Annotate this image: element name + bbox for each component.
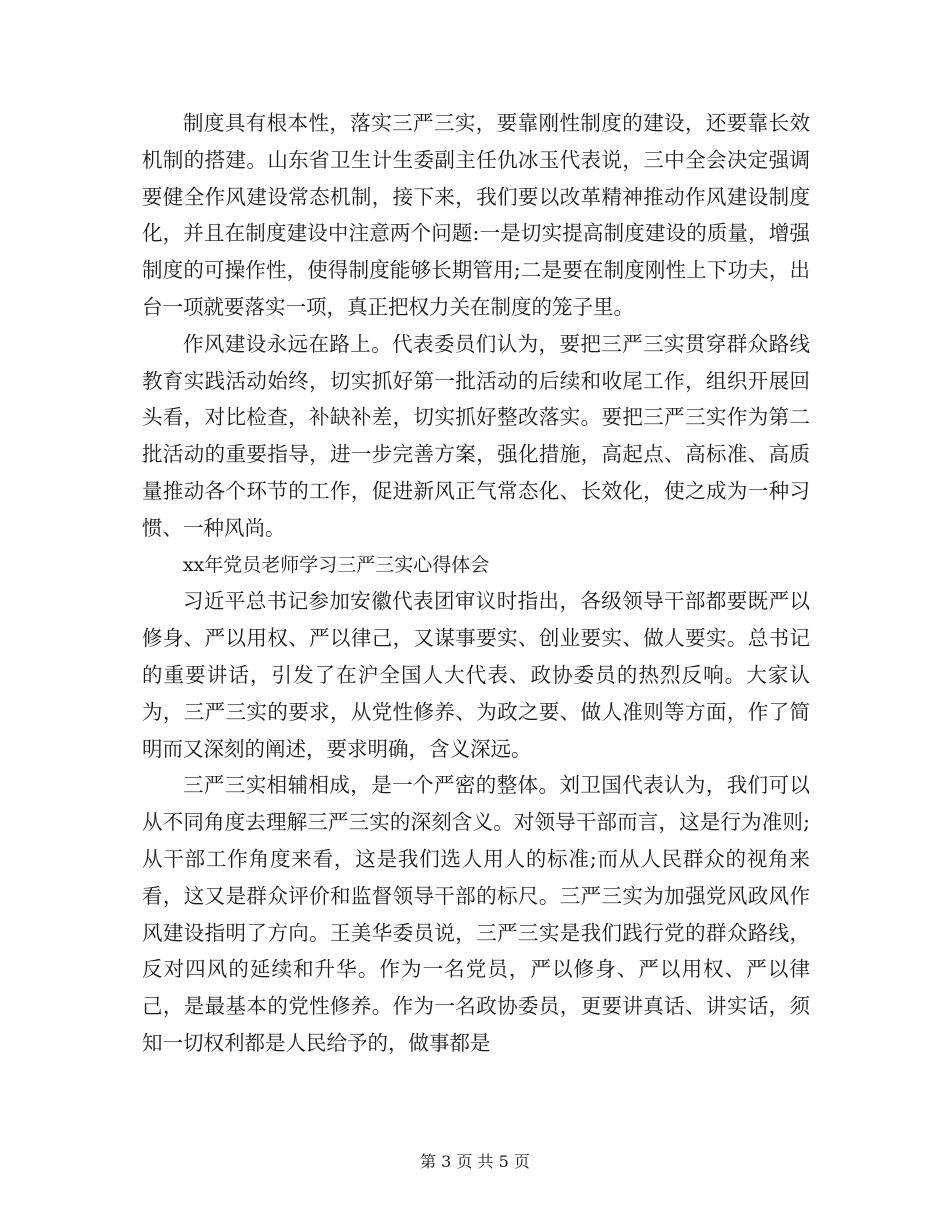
paragraph-3: 习近平总书记参加安徽代表团审议时指出，各级领导干部都要既严以修身、严以用权、严以律己，又谋事要实、创业要实、做人要实。总书记的重要讲话，引发了在沪全国人大代表、政协委员的热烈反响。大家认为，三严三实的要求，从党性修养、为政之要、做人准则等方面，作了简明而又深刻的阐述，要求明确，含义深远。 xyxy=(142,589,810,761)
paragraph-2: 作风建设永远在路上。代表委员们认为，要把三严三实贯穿群众路线教育实践活动始终，切实抓好第一批活动的后续和收尾工作，组织开展回头看，对比检查，补缺补差，切实抓好整改落实。要把三严三实作为第二批活动的重要指导，进一步完善方案，强化措施，高起点、高标准、高质量推动各个环节的工作，促进新风正气常态化、长效化，使之成为一种习惯、一种风尚。 xyxy=(142,331,810,540)
document-body xyxy=(142,105,810,1062)
page-number: 第 3 页 共 5 页 xyxy=(420,1152,530,1171)
paragraph-1: 制度具有根本性，落实三严三实，要靠刚性制度的建设，还要靠长效机制的搭建。山东省卫生计生委副主任仇冰玉代表说，三中全会决定强调要健全作风建设常态机制，接下来，我们要以改革精神推动作风建设制度化，并且在制度建设中注意两个问题:一是切实提高制度建设的质量，增强制度的可操作性，使得制度能够长期管用;二是要在制度刚性上下功夫，出台一项就要落实一项，真正把权力关在制度的笼子里。 xyxy=(142,111,810,319)
section-heading: xx年党员老师学习三严三实心得体会 xyxy=(182,553,490,576)
paragraph-4: 三严三实相辅相成，是一个严密的整体。刘卫国代表认为，我们可以从不同角度去理解三严三实的深刻含义。对领导干部而言，这是行为准则;从干部工作角度来看，这是我们选人用人的标准;而从人民群众的视角来看，这又是群众评价和监督领导干部的标尺。三严三实为加强党风政风作风建设指明了方向。王美华委员说，三严三实是我们践行党的群众路线，反对四风的延续和升华。作为一名党员，严以修身、严以用权、严以律己，是最基本的党性修养。作为一名政协委员，更要讲真话、讲实话，须知一切权利都是人民给予的，做事都是 xyxy=(142,773,810,1055)
